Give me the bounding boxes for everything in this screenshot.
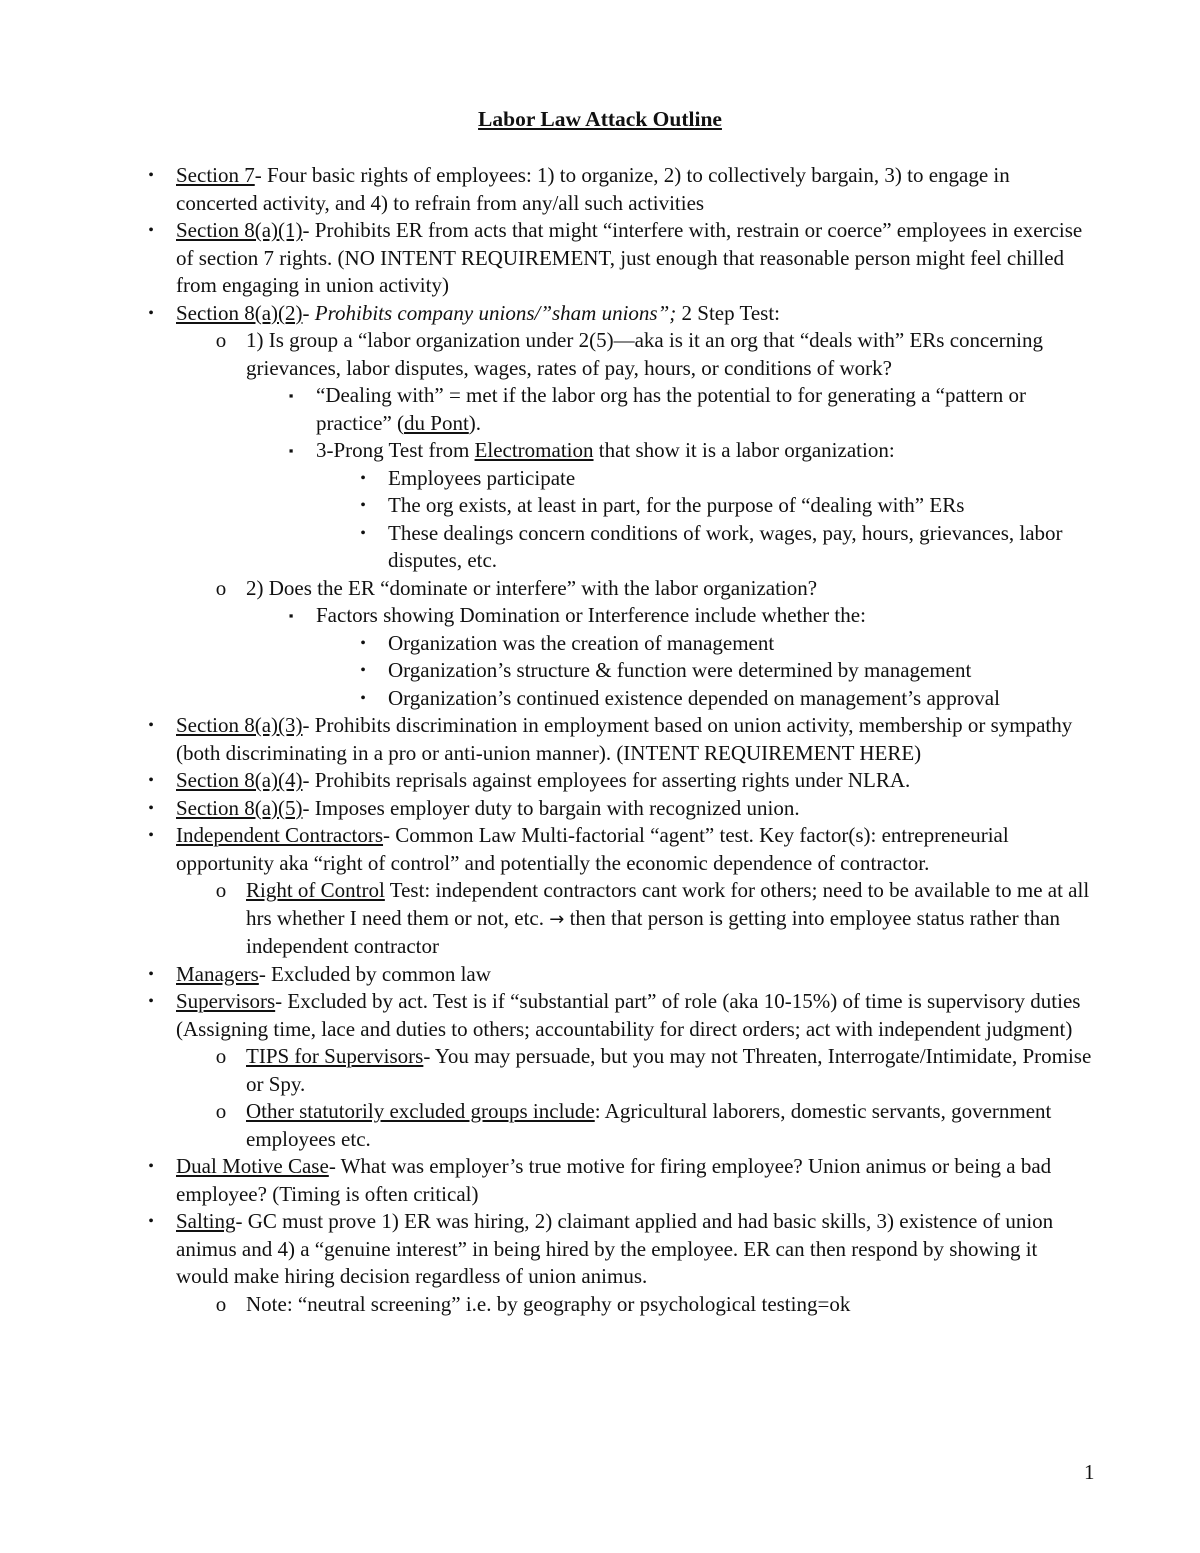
square-marker: ▪ xyxy=(288,608,294,623)
item-text: Organization was the creation of management xyxy=(388,630,775,655)
list-item-managers xyxy=(148,961,1094,989)
prong-item xyxy=(360,492,1094,520)
term-label: Section 8(a)(2) xyxy=(176,300,303,325)
bullet-marker: • xyxy=(360,469,366,487)
item-text-end: that show it is a labor organization: xyxy=(593,438,895,462)
square-marker: ▪ xyxy=(288,388,294,403)
list-item-section-7 xyxy=(148,162,1094,217)
list-item-section-8a3 xyxy=(148,712,1094,767)
circle-marker: o xyxy=(215,1291,227,1316)
item-text: - Common Law Multi-factorial “agent” test. Key factor(s): entrepreneurial opportunity aka “right of control” and potentially the economic dependence of contractor. xyxy=(176,823,1009,875)
bullet-marker: • xyxy=(148,167,154,184)
item-text: 2) Does the ER “dominate or interfere” with the labor organization? xyxy=(246,575,818,600)
circle-marker: o xyxy=(215,1099,227,1123)
term-label: Other statutorily excluded groups include xyxy=(246,1099,595,1123)
circle-marker: o xyxy=(215,575,227,600)
list-item-section-8a1 xyxy=(148,217,1094,300)
sub-item-other-excluded-groups xyxy=(215,1098,1094,1153)
term-label: TIPS for Supervisors xyxy=(246,1044,424,1068)
term-label: Dual Motive Case xyxy=(176,1154,329,1178)
item-italic-text: - Prohibits company unions/”sham unions”; xyxy=(302,300,677,325)
prong-item xyxy=(360,465,1094,493)
page-number: 1 xyxy=(1084,1460,1095,1484)
bullet-marker: • xyxy=(360,497,366,514)
item-text: - What was employer’s true motive for firing employee? Union animus or being a bad employee? (Timing is often critical) xyxy=(176,1154,1052,1206)
bullet-marker: • xyxy=(360,689,366,707)
item-text: 2 Step Test: xyxy=(676,300,781,325)
item-text-end: then that person is getting into employee status rather than independent contractor xyxy=(246,905,1061,958)
item-text: 3-Prong Test from xyxy=(316,438,475,462)
prong-item xyxy=(360,520,1094,575)
case-name: Electromation xyxy=(474,438,594,462)
term-label: Section 8(a)(5) xyxy=(176,795,303,820)
sub-item-right-of-control xyxy=(215,877,1094,961)
term-label: Managers xyxy=(176,961,259,986)
sub-sub-item-factors xyxy=(288,602,1094,630)
sub-sub-item-dealing-with xyxy=(288,382,1094,437)
item-text: These dealings concern conditions of work, wages, pay, hours, grievances, labor disputes, etc. xyxy=(388,520,1063,572)
circle-marker: o xyxy=(215,1044,227,1068)
bullet-marker: • xyxy=(148,1213,154,1230)
bullet-marker: • xyxy=(148,717,154,734)
circle-marker: o xyxy=(215,328,227,352)
term-label: Independent Contractors xyxy=(176,823,384,847)
bullet-marker: • xyxy=(148,304,154,322)
term-label: Section 8(a)(1) xyxy=(176,218,303,242)
factor-item xyxy=(360,630,1094,658)
factor-item xyxy=(360,685,1094,713)
item-text: - You may persuade, but you may not Threaten, Interrogate/Intimidate, Promise or Spy. xyxy=(246,1044,1092,1096)
item-text: Note: “neutral screening” i.e. by geography or psychological testing=ok xyxy=(246,1291,851,1316)
term-label: Right of Control xyxy=(246,878,385,902)
bullet-marker: • xyxy=(148,1158,154,1175)
item-text: Factors showing Domination or Interference include whether the: xyxy=(316,603,866,627)
item-text: Organization’s structure & function were determined by management xyxy=(388,658,972,682)
list-item-supervisors xyxy=(148,988,1094,1043)
term-label: Section 8(a)(3) xyxy=(176,713,303,737)
bullet-marker: • xyxy=(360,662,366,679)
circle-marker: o xyxy=(215,878,227,902)
term-label: Section 8(a)(4) xyxy=(176,768,303,792)
bullet-marker: • xyxy=(148,965,154,983)
item-text: - Four basic rights of employees: 1) to organize, 2) to collectively bargain, 3) to engage in concerted activity, and 4) to refrain from any/all such activities xyxy=(176,163,1010,215)
item-text: - GC must prove 1) ER was hiring, 2) claimant applied and had basic skills, 3) existence of union animus and 4) a “genuine interest” in being hired by the employee. ER can then respond by showing it would make hiring decision regardless of union animus. xyxy=(176,1209,1054,1288)
term-label: Supervisors xyxy=(176,989,276,1013)
bullet-marker: • xyxy=(148,772,154,789)
item-text: - Prohibits discrimination in employment based on union activity, membership or sympathy (both discriminating in a pro or anti-union manner). (INTENT REQUIREMENT HERE) xyxy=(176,713,1073,765)
item-text-end: ). xyxy=(468,410,482,435)
list-item-salting xyxy=(148,1208,1094,1291)
sub-sub-item-3-prong-test xyxy=(288,437,1094,465)
bullet-marker: • xyxy=(148,993,154,1010)
item-text: Organization’s continued existence depended on management’s approval xyxy=(388,685,1000,710)
bullet-marker: • xyxy=(148,222,154,239)
sub-item-step-2 xyxy=(215,575,1094,603)
outline-body xyxy=(0,162,1200,1318)
bullet-marker: • xyxy=(148,827,154,844)
list-item-section-8a4 xyxy=(148,767,1094,795)
bullet-marker: • xyxy=(360,634,366,652)
bullet-marker: • xyxy=(360,524,366,542)
item-text: “Dealing with” = met if the labor org has the potential to for generating a “pattern or practice” ( xyxy=(316,383,1027,435)
sub-item-tips-for-supervisors xyxy=(215,1043,1094,1098)
document-title: Labor Law Attack Outline xyxy=(478,107,722,131)
factor-item xyxy=(360,657,1094,685)
list-item-section-8a5 xyxy=(148,795,1094,823)
list-item-dual-motive-case xyxy=(148,1153,1094,1208)
sub-item-step-1 xyxy=(215,327,1094,382)
item-text: 1) Is group a “labor organization under 2(5)—aka is it an org that “deals with” ERs concerning grievances, labor disputes, wages, rates of pay, hours, or conditions of work? xyxy=(246,328,1043,380)
item-text: : Agricultural laborers, domestic servants, government employees etc. xyxy=(246,1099,1052,1151)
list-item-section-8a2 xyxy=(148,300,1094,328)
item-text: The org exists, at least in part, for the purpose of “dealing with” ERs xyxy=(388,493,965,517)
item-text: Employees participate xyxy=(388,465,576,490)
item-text: - Imposes employer duty to bargain with recognized union. xyxy=(302,795,800,820)
list-item-independent-contractors xyxy=(148,822,1094,877)
term-label: Salting xyxy=(176,1209,236,1233)
bullet-marker: • xyxy=(148,799,154,817)
item-text: - Prohibits ER from acts that might “interfere with, restrain or coerce” employees in exercise of section 7 rights. (NO INTENT REQUIREMENT, just enough that reasonable person might feel chilled from engaging in union activity) xyxy=(176,218,1083,297)
item-text: Test: independent contractors cant work for others; need to be available to me at all hrs whether I need them or not, etc. xyxy=(246,878,1090,930)
item-text: - Excluded by common law xyxy=(258,961,491,986)
item-text: - Excluded by act. Test is if “substantial part” of role (aka 10-15%) of time is supervisory duties (Assigning time, lace and duties to others; accountability for direct orders; act with independent judgment) xyxy=(176,989,1081,1041)
arrow-right-icon: → xyxy=(549,908,565,930)
item-text: - Prohibits reprisals against employees for asserting rights under NLRA. xyxy=(302,768,911,792)
square-marker: ▪ xyxy=(288,443,294,458)
case-name: du Pont xyxy=(404,410,469,435)
sub-item-note xyxy=(215,1291,1094,1319)
term-label: Section 7 xyxy=(176,163,255,187)
